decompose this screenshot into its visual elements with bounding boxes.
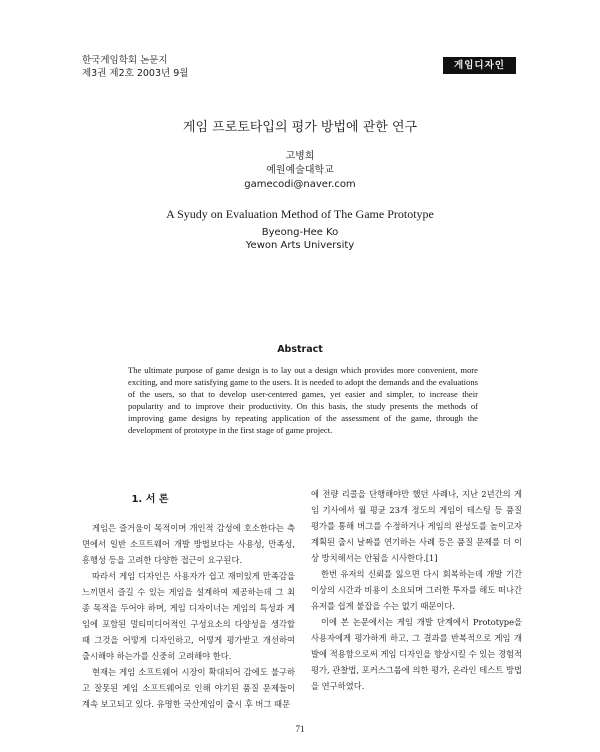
abstract-heading: Abstract: [277, 344, 323, 355]
author-name-english: Byeong-Hee Ko: [261, 227, 339, 238]
title-korean: 게임 프로토타입의 평가 방법에 관한 연구: [182, 120, 418, 135]
category-badge: 게임디자인: [443, 57, 516, 74]
journal-info: [82, 54, 188, 80]
body-paragraph: 한번 유저의 신뢰를 잃으면 다시 회복하는데 개발 기간 이상의 시간과 비용이 소요되며 그러한 투자를 해도 떠나간 유저를 쉽게 붙잡을 수는 없기 때문이다.: [311, 569, 522, 611]
journal-name: 한국게임학회 논문지: [82, 55, 168, 66]
page-number: 71: [295, 724, 305, 734]
body-paragraph-continued: 에 전량 리콜을 단행해야만 했던 사례나, 지난 2년간의 게임 기사에서 월 평균 23개 정도의 게임이 테스팅 등 품질 평가를 통해 버그를 수정하거나 게임의 완성도를 높이고자 계획된 출시 날짜를 연기하는 사례 등은 품질 문제를 더 이상 방치해서는 안됨을 시사한다.[1]: [311, 489, 522, 563]
author-email: gamecodi@naver.com: [244, 179, 356, 190]
body-paragraph: 현재는 게임 소프트웨어 시장이 확대되어 감에도 불구하고 잘못된 게임 소프트웨어로 인해 야기된 품질 문제들이 계속 보고되고 있다. 유명한 국산게임이 출시 후 버그 때문: [82, 667, 295, 709]
body-column-left: [82, 520, 295, 712]
title-english: A Syudy on Evaluation Method of The Game Prototype: [166, 207, 434, 221]
body-paragraph: 따라서 게임 디자인은 사용자가 쉽고 재미있게 만족감을 느끼면서 즐길 수 있는 게임을 설계하여 제공하는데 그 최종 목적을 두어야 하며, 게임 디자이너는 게임의 특성과 게임에 포함된 멀티미디어적인 구성요소의 다양성을 생각할 때 그것을 어떻게 디자인하고, 어떻게 평가받고 개선하여 출시해야 하는가를 신중히 고려해야 한다.: [82, 571, 295, 661]
body-column-right: [311, 486, 522, 694]
author-block-english: [0, 226, 600, 252]
author-name-korean: 고병희: [285, 151, 315, 162]
author-affiliation-english: Yewon Arts University: [245, 240, 355, 251]
body-paragraph: 게임은 즐거움이 목적이며 개인적 감성에 호소한다는 측면에서 일반 소프트웨어 개발 방법보다는 사용성, 만족성, 흥행성 등을 고려한 다양한 접근이 요구된다.: [82, 523, 295, 565]
author-block-korean: [0, 150, 600, 192]
body-paragraph: 이에 본 논문에서는 게임 개발 단계에서 Prototype을 사용자에게 평가하게 하고, 그 결과를 반복적으로 게임 개발에 적용함으로써 게임 디자인을 향상시킬 수 있는 경험적 평가, 관찰법, 포커스그룹에 의한 평가, 온라인 테스트 방법을 연구하였다.: [311, 617, 522, 691]
abstract-text: The ultimate purpose of game design is to lay out a design which provides more convenient, more exciting, and more satisfying game to the users. It is needed to adopt the demands and the evaluations of the users, so that to develop user-centered games, yet easier and simpler, to increase their popularity and to improve their productivity. On this basis, the study presents the methods of improving game designs by repeating application of the assessment of the game, through the development of prototype in the first stage of game project.: [128, 365, 478, 435]
section-heading: 1. 서 론: [131, 494, 169, 505]
author-affiliation-korean: 예원예술대학교: [266, 165, 334, 176]
journal-volume: 제3권 제2호 2003년 9월: [82, 68, 189, 79]
